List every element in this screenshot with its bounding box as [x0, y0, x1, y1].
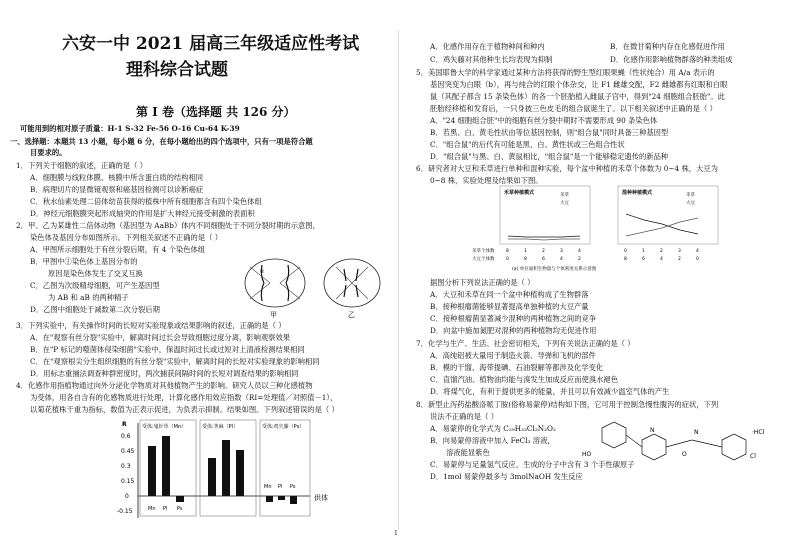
q1-stem: 1．下列关于细胞的叙述，正确的是（ ） [16, 161, 148, 170]
instruction-line1: 一、选择题：本题共 13 小题，每小题 6 分，在每小题给出的四个选项中，只有一项是符合题 [10, 137, 313, 146]
q8-option-b-cont: 溶液能显紫色 [446, 448, 490, 457]
q4-stem-line3: 以菊花植株干重为指标，数值为正表示促进，为负表示抑制。结果如图。下列叙述错误的是（ ） [30, 405, 339, 414]
q7-option-c: C．直馏汽油、植物油均能与溴发生加成反应而使溴水褪色 [430, 375, 619, 384]
q6-left-chart [472, 186, 590, 262]
q3-option-a: A．在"观察有丝分裂"实验中，解离时间过长会导致细胞过度分离，影响观察效果 [30, 333, 291, 342]
cell: 1 [524, 249, 527, 254]
cell: 2 [678, 257, 681, 262]
axis-tick: -0.15 [117, 508, 133, 515]
bar [278, 496, 285, 500]
bar [148, 446, 156, 496]
q8-option-a: A．易蒙停的化学式为 C₂₉H₃₃Cl₂N₂O₂ [430, 424, 556, 433]
q2-stem-line1: 2．甲、乙为某雄性二倍体动物（基因型为 AaBb）体内不同细胞处于不同分裂时期的示意图， [16, 221, 320, 230]
q6-figure-caption: (a) 单位面积生物量与个体密度关系示意图 [512, 267, 597, 272]
q3-option-d: D．用标志重捕法调查种群密度时，两次捕获间隔时间的长短对调查结果的影响相同 [30, 369, 299, 378]
q6-option-a: A．大豆和禾草在同一个盆中种植构成了生物群落 [430, 290, 589, 299]
q7-option-a: A．高纯铝被大量用于制造火箭、导弹和飞机的部件 [430, 351, 596, 360]
q8-option-b: B．向易蒙停溶液中加入 FeCl₃ 溶液， [430, 436, 555, 445]
axis-tick: 0.15 [121, 478, 135, 485]
q8-structure-figure [582, 420, 782, 466]
cell: 1 [642, 249, 645, 254]
q5-stem-line2: 基因突变为白眼（b），再与纯合的红眼个体杂交，让 F1 雌雄交配，F2 雌雄都有红眼和白眼 [430, 80, 728, 89]
cell: 0 [696, 257, 699, 262]
q2-option-c-cont: 为 AB 和 aB 的两种精子 [48, 293, 129, 302]
q6-option-b: B．接种根瘤菌能够显著提高单独种植的大豆产量 [430, 302, 589, 311]
bar [266, 496, 273, 502]
bar-label: Ps [177, 506, 183, 512]
bar-label: Ps [290, 484, 296, 490]
cell: 0 [624, 249, 627, 254]
structure-cl: Cl [750, 453, 756, 460]
q7-option-b: B．模的干馏、海带提碘、石油裂解等都涉及化学变化 [430, 363, 604, 372]
cell: 4 [560, 257, 563, 262]
group-label-ps: 受体:鸡矢藤（Ps） [262, 424, 305, 430]
axis-tick: 0.45 [121, 448, 135, 455]
q2-option-b-cont: 原因是染色体发生了交叉互换 [48, 269, 143, 278]
q2-cell-figure [240, 253, 390, 319]
q4-option-b: B．在微甘菊种内存在化感促进作用 [610, 42, 725, 51]
cell: 8 [624, 257, 627, 262]
q2-option-a: A．甲图所示细胞处于有丝分裂后期，有 4 个染色体组 [30, 245, 206, 254]
cell: 0 [506, 257, 509, 262]
exam-title-line1: 六安一中 2021 届高三年级适应性考试 [62, 34, 360, 54]
structure-hcl: ·HCl [752, 429, 765, 436]
axis-tick: 0 [125, 493, 129, 500]
row-label: 禾草个体数 [472, 249, 495, 254]
group-label-pl: 受体:荠麻（Pl） [202, 424, 239, 430]
group-label-mn: 受体:鬼针草（Mn） [142, 424, 187, 430]
q6-stem-line2: 0~8 株，实验处理及结果如下图。 [430, 176, 543, 185]
cell: 4 [696, 249, 699, 254]
bar [290, 496, 297, 504]
q8-stem-line1: 8．新型止泻药盐酸洛哌丁胺(俗称易蒙停)结构如下图，它可用于控制急慢性腹泻的症状，下列 [416, 400, 719, 409]
axis-tick: 0.6 [121, 433, 131, 440]
bar [222, 440, 230, 496]
x-axis-label: 供体 [314, 494, 328, 502]
q3-stem: 3．下列实验中，有关操作时间的长短对实验现象或结果影响的叙述，正确的是（ ） [16, 321, 286, 330]
cell-yi [324, 259, 380, 307]
section-heading: 第 I 卷（选择题 共 126 分） [136, 105, 296, 119]
instruction-line2: 目要求的。 [30, 148, 67, 157]
cell: 3 [560, 249, 563, 254]
figure-label-yi: 乙 [348, 311, 355, 319]
cell: 2 [542, 249, 545, 254]
q1-option-b: B．病理切片的显微镜观察和癌基因检测可以诊断癌症 [30, 185, 204, 194]
legend-item: 禾草 [686, 193, 695, 198]
bar-label: Pl [278, 484, 283, 490]
q1-option-a: A．细胞膜与线粒体膜、核膜中所含蛋白质的结构相同 [30, 173, 204, 182]
q4-stem-line1: 4．化感作用指植物通过向外分泌化学物质对其他植物产生的影响。研究人员以三种化感植物 [16, 381, 313, 390]
cell: 8 [524, 257, 527, 262]
q4-bar-chart [117, 418, 345, 526]
structure-n2: N [694, 429, 699, 436]
q4-option-c: C．鸡矢藤对其他种生长均表现为抑制 [430, 55, 553, 64]
q2-option-c: C．乙图为次级精母细胞，可产生基因型 [30, 281, 160, 290]
q4-stem-line2: 为受体，用各自含有的化感物质进行处理，计算化感作用效应指数（RI=处理值／对照值－1）， [30, 393, 338, 402]
legend-item: 大豆 [560, 201, 569, 206]
q3-option-c: C．在"观察根尖分生组织细胞的有丝分裂"实验中，解离时间的长短对实验现象的影响相同 [30, 357, 320, 366]
cell: 8 [506, 249, 509, 254]
bar [176, 496, 184, 502]
q6-stem-line1: 6．研究者对大豆和禾草进行单种和混种实验，每个盆中种植的禾草个体数为 0~4 株，大豆为 [416, 164, 718, 173]
q5-stem-line3: 鼠（其配子都含 15 条染色体）的各一个胚胎植入雌鼠子宫中，得到"24 细胞组合胚胎"。此 [430, 92, 725, 101]
bar-label: Pl [163, 506, 168, 512]
structure-o: O [682, 451, 687, 458]
row-label: 大豆个体数 [472, 257, 495, 262]
bar [162, 436, 170, 496]
q5-option-a: A．"24 细胞组合胚"中的细胞有丝分裂中期时不需要形成 90 条染色体 [430, 116, 658, 125]
q8-stem-line2: 说法不正确的是（ ） [430, 412, 498, 421]
cell: 2 [660, 249, 663, 254]
column-divider [398, 30, 399, 530]
q6-option-c: C．接种根瘤菌显著减少混种的两种植物之间的竞争 [430, 314, 597, 323]
structure-n1: N [650, 427, 655, 434]
legend-item: 禾草 [560, 193, 569, 198]
q1-option-d: D．神经元细胞膜突起形成轴突的作用是扩大神经元接受刺激的表面积 [30, 209, 255, 218]
right-chart-title: 混种种植模式 [622, 190, 653, 196]
q5-stem-line4: 胚胎经移植和发育后，一只身披三色皮毛的组合鼠诞生了。以下相关叙述中正确的是（ ） [430, 104, 717, 113]
cell: 6 [642, 257, 645, 262]
cell-jia [245, 259, 305, 307]
q6-analysis: 据图分析下列说法正确的是（ ） [430, 278, 535, 287]
chromosome-1-label: ① [260, 269, 265, 275]
q6-right-chart [618, 186, 718, 262]
q8-option-c: C．易蒙停与足量氢气反应，生成的分子中含有 3 个手性碳原子 [430, 460, 635, 469]
cell: 6 [542, 257, 545, 262]
q5-stem-line1: 5．美国耶鲁大学的科学家通过某种方法将获得的野生型红眼果蝇（性状纯合）用 A/a 表示的 [416, 68, 715, 77]
cell: 3 [678, 249, 681, 254]
q6-option-d: D．向盆中施加氮肥对混种的两种植物均无促进作用 [430, 326, 597, 335]
figure-label-jia: 甲 [270, 311, 277, 319]
cell: 4 [578, 249, 581, 254]
q4-option-a: A．化感作用存在于植物种间和种内 [430, 42, 545, 51]
q8-option-d: D．1mol 易蒙停最多与 3molNaOH 发生反应 [430, 472, 583, 481]
q2-option-b: B．甲图中①染色体上基因分布的 [30, 257, 138, 266]
q3-option-b: B．在"P 标记的噬菌体侵染细菌"实验中，保温时间过长或过短对上清液检测结果相同 [30, 345, 305, 354]
bar-label: Mn [264, 484, 272, 490]
legend-item: 大豆 [686, 201, 695, 206]
q6-line-charts [472, 184, 732, 272]
q4-axis-title: R [122, 421, 127, 428]
cell: 4 [660, 257, 663, 262]
q2-stem-line2: 染色体及基因分布如图所示。下列相关叙述不正确的是（ ） [30, 233, 223, 242]
q4-axis-labels [117, 433, 135, 515]
left-chart-title: 禾草种植模式 [504, 190, 535, 196]
q5-option-c: C．"组合鼠"的后代有可能是黑、白、黄性状或三色组合性状 [430, 140, 625, 149]
q7-option-d: D．将煤气化，有利于提供更多的能量，并且可以有效减少温室气体的产生 [430, 387, 670, 396]
exam-title-line2: 理科综合试题 [126, 60, 228, 80]
q1-option-c: C．秋水仙素处理二倍体幼苗获得的植株中所有细胞都含有四个染色体组 [30, 197, 262, 206]
cell: 2 [578, 257, 581, 262]
q2-option-d: D．乙图中细胞处于减数第二次分裂后期 [30, 305, 160, 314]
q4-option-d: D．化感作用影响植物群落的种类组成 [610, 55, 733, 64]
bar [208, 458, 216, 496]
bar [236, 450, 244, 496]
axis-tick: 0.3 [121, 463, 131, 470]
page-number: 1 [394, 530, 398, 537]
atomic-masses: 可能用到的相对原子质量：H-1 S-32 Fe-56 O-16 Cu-64 K-39 [20, 124, 240, 133]
q7-stem: 7．化学与生产、生活、社会密切相关，下列有关说法正确的是（ ） [416, 339, 635, 348]
q5-option-d: D．"组合鼠"与黑、白、黄鼠相比，"组合鼠"是一个能够稳定遗传的新品种 [430, 152, 669, 161]
bar-label: Mn [148, 506, 156, 512]
structure-ho: HO [582, 451, 592, 458]
q5-option-b: B．若黑、白、黄毛性状由等位基因控制，则"组合鼠"同时具备三种基因型 [430, 128, 669, 137]
